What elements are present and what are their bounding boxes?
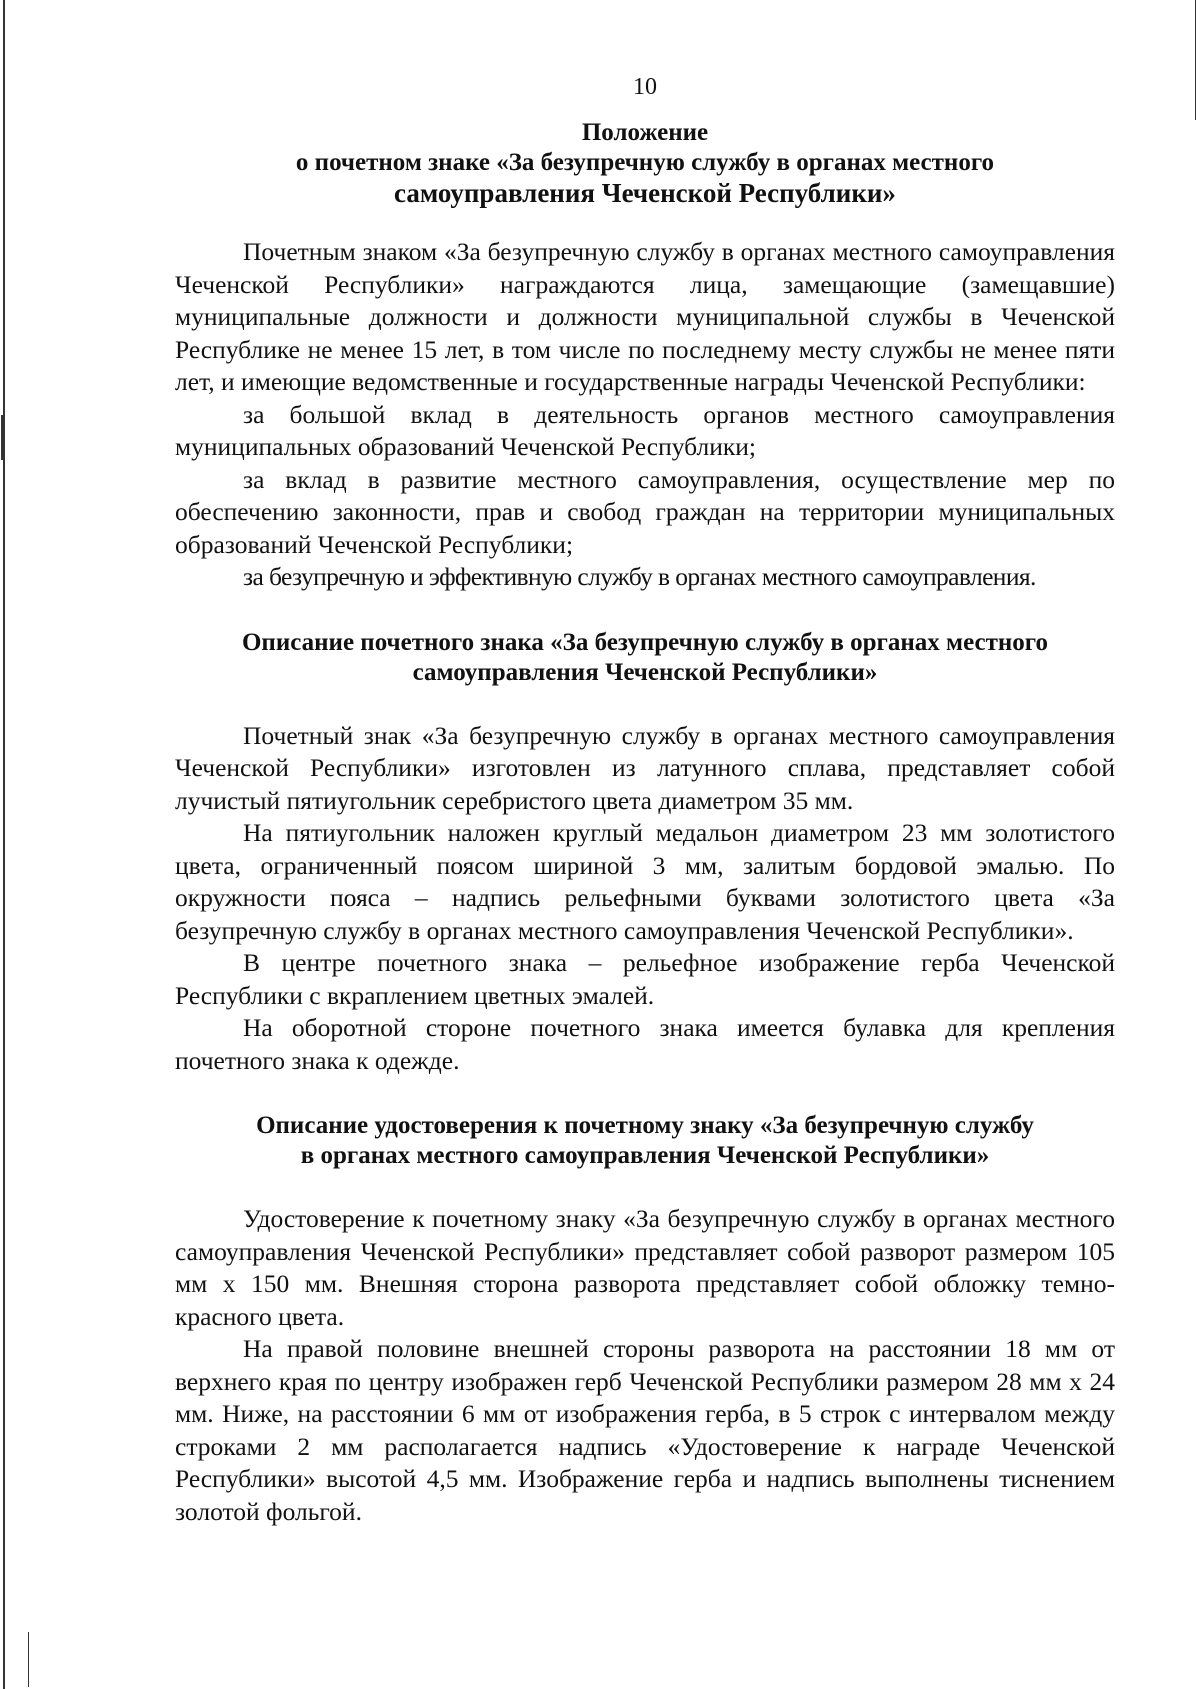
- badge-paragraph-3: В центре почетного знака – рельефное изображение герба Чеченской Республики с вкраплением цветных эмалей.: [175, 948, 1115, 1010]
- intro-paragraph-1: Почетным знаком «За безупречную службу в органах местного самоуправления Чеченской Республики» награждаются лица, замещающие (замещавшие) муниципальные должности и должности муниципальной службы в Чеченской Республике не менее 15 лет, в том числе по последнему месту службы не менее пяти лет, и имеющие ведомственные и государственные награды Чеченской Республики:: [175, 237, 1115, 396]
- certificate-paragraph-1: Удостоверение к почетному знаку «За безупречную службу в органах местного самоуправления Чеченской Республики» представляет собой разворот размером 105 мм х 150 мм. Внешняя сторона разворота представляет собой обложку темно-красного цвета.: [175, 1204, 1115, 1331]
- scan-edge-left: [3, 0, 5, 1689]
- badge-heading-line-2: самоуправления Чеченской Республики»: [412, 658, 878, 686]
- certificate-heading-line-1: Описание удостоверения к почетному знаку «За безупречную службу: [256, 1112, 1034, 1139]
- badge-heading-line-1: Описание почетного знака «За безупречную службу в органах местного: [241, 628, 1049, 656]
- badge-paragraph-1: Почетный знак «За безупречную службу в органах местного самоуправления Чеченской Республики» изготовлен из латунного сплава, представляет собой лучистый пятиугольник серебристого цвета диаметром 35 мм.: [175, 720, 1115, 815]
- document-title: [175, 118, 1115, 208]
- intro-paragraph-4: за безупречную и эффективную службу в органах местного самоуправления.: [243, 562, 1036, 591]
- certificate-heading-line-2: в органах местного самоуправления Чеченской Республики»: [300, 1142, 990, 1169]
- intro-section: [175, 236, 1115, 594]
- title-line-1: Положение: [581, 119, 709, 146]
- badge-paragraph-2: На пятиугольник наложен круглый медальон диаметром 23 мм золотистого цвета, ограниченный поясом шириной 3 мм, залитым бордовой эмалью. По окружности пояса – надпись рельефными буквами золотистого цвета «За безупречную службу в органах местного самоуправления Чеченской Республики».: [175, 818, 1115, 945]
- badge-description-heading: [175, 628, 1115, 688]
- title-line-3: самоуправления Чеченской Республики»: [394, 178, 896, 208]
- certificate-description-section: [175, 1203, 1115, 1528]
- badge-description-section: [175, 720, 1115, 1078]
- page-number: 10: [633, 74, 657, 100]
- scan-mark: [1, 415, 3, 460]
- intro-paragraph-2: за большой вклад в деятельность органов местного самоуправления муниципальных образований Чеченской Республики;: [175, 399, 1115, 461]
- badge-paragraph-4: На оборотной стороне почетного знака имеется булавка для крепления почетного знака к одежде.: [175, 1013, 1115, 1075]
- title-line-2: о почетном знаке «За безупречную службу в органах местного: [295, 149, 995, 176]
- scan-mark-bottom: [28, 1632, 29, 1687]
- certificate-description-heading: [175, 1111, 1115, 1171]
- document-page: [175, 70, 1115, 1528]
- certificate-paragraph-2: На правой половине внешней стороны разворота на расстоянии 18 мм от верхнего края по центру изображен герб Чеченской Республики размером 28 мм х 24 мм. Ниже, на расстоянии 6 мм от изображения герба, в 5 строк с интервалом между строками 2 мм располагается надпись «Удостоверение к награде Чеченской Республики» высотой 4,5 мм. Изображение герба и надпись выполнены тиснением золотой фольгой.: [175, 1334, 1115, 1526]
- scan-edge-right: [1195, 0, 1196, 120]
- intro-paragraph-3: за вклад в развитие местного самоуправления, осуществление мер по обеспечению законности, прав и свобод граждан на территории муниципальных образований Чеченской Республики;: [175, 464, 1115, 559]
